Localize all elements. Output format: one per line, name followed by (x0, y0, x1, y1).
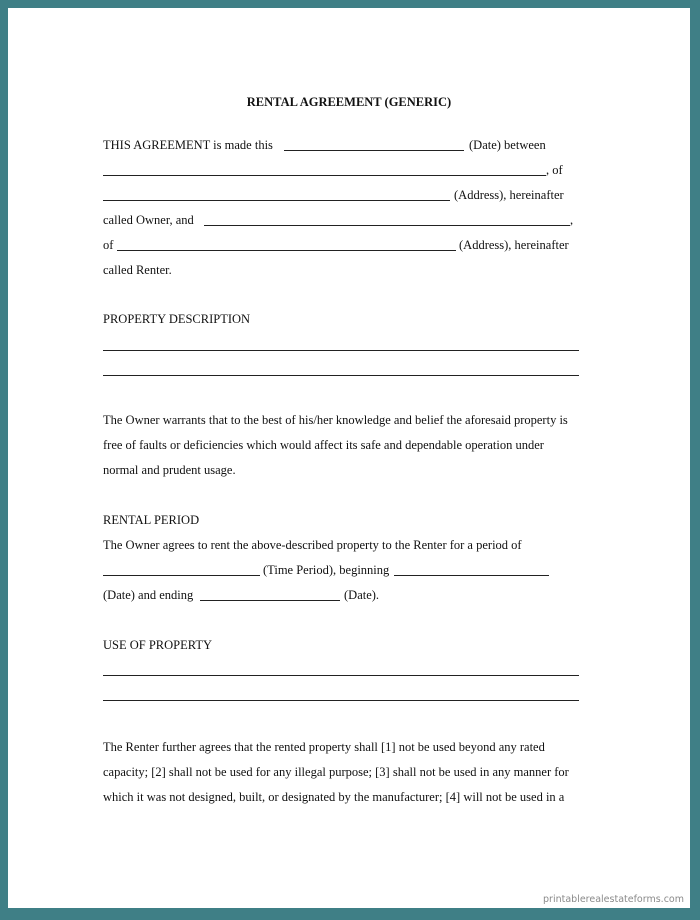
agreement-date-field[interactable] (284, 150, 464, 151)
rental-period-text: The Owner agrees to rent the above-described property to the Renter for a period of (103, 538, 522, 552)
comma-label: , (570, 213, 574, 227)
of-label: , of (546, 163, 563, 177)
end-date-field[interactable] (200, 600, 340, 601)
end-date-label: (Date). (344, 588, 380, 602)
start-date-field[interactable] (394, 575, 549, 576)
renter-address-field[interactable] (117, 250, 456, 251)
renter-terms-line-1: The Renter further agrees that the rented property shall [1] not be used beyond any rated (103, 740, 545, 754)
rental-period-heading: RENTAL PERIOD (103, 513, 200, 527)
property-description-heading: PROPERTY DESCRIPTION (103, 312, 251, 326)
called-owner-text: called Owner, and (103, 213, 194, 227)
use-of-property-line-2[interactable] (103, 700, 579, 701)
of-renter-label: of (103, 238, 114, 252)
document-title: RENTAL AGREEMENT (GENERIC) (246, 95, 452, 109)
owner-name-field[interactable] (103, 175, 546, 176)
owner-address-field[interactable] (103, 200, 450, 201)
document-page (8, 8, 690, 908)
renter-terms-line-3: which it was not designed, built, or designated by the manufacturer; [4] will not be used in a (103, 790, 565, 804)
source-watermark: printablerealestateforms.com (543, 894, 684, 905)
use-of-property-heading: USE OF PROPERTY (103, 638, 212, 652)
called-renter-text: called Renter. (103, 263, 172, 277)
property-description-line-1[interactable] (103, 350, 579, 351)
owner-address-label: (Address), hereinafter (454, 188, 564, 202)
date-and-ending-label: (Date) and ending (103, 588, 194, 602)
agreement-intro-text: THIS AGREEMENT is made this (103, 138, 273, 152)
property-description-line-2[interactable] (103, 375, 579, 376)
use-of-property-line-1[interactable] (103, 675, 579, 676)
renter-name-field[interactable] (204, 225, 570, 226)
renter-address-label: (Address), hereinafter (459, 238, 569, 252)
date-between-label: (Date) between (469, 138, 546, 152)
warranty-text-line-2: free of faults or deficiencies which would affect its safe and dependable operation under (103, 438, 544, 452)
warranty-text-line-3: normal and prudent usage. (103, 463, 236, 477)
warranty-text-line-1: The Owner warrants that to the best of his/her knowledge and belief the aforesaid property is (103, 413, 568, 427)
time-period-field[interactable] (103, 575, 260, 576)
time-period-label: (Time Period), beginning (263, 563, 390, 577)
renter-terms-line-2: capacity; [2] shall not be used for any illegal purpose; [3] shall not be used in any manner for (103, 765, 569, 779)
